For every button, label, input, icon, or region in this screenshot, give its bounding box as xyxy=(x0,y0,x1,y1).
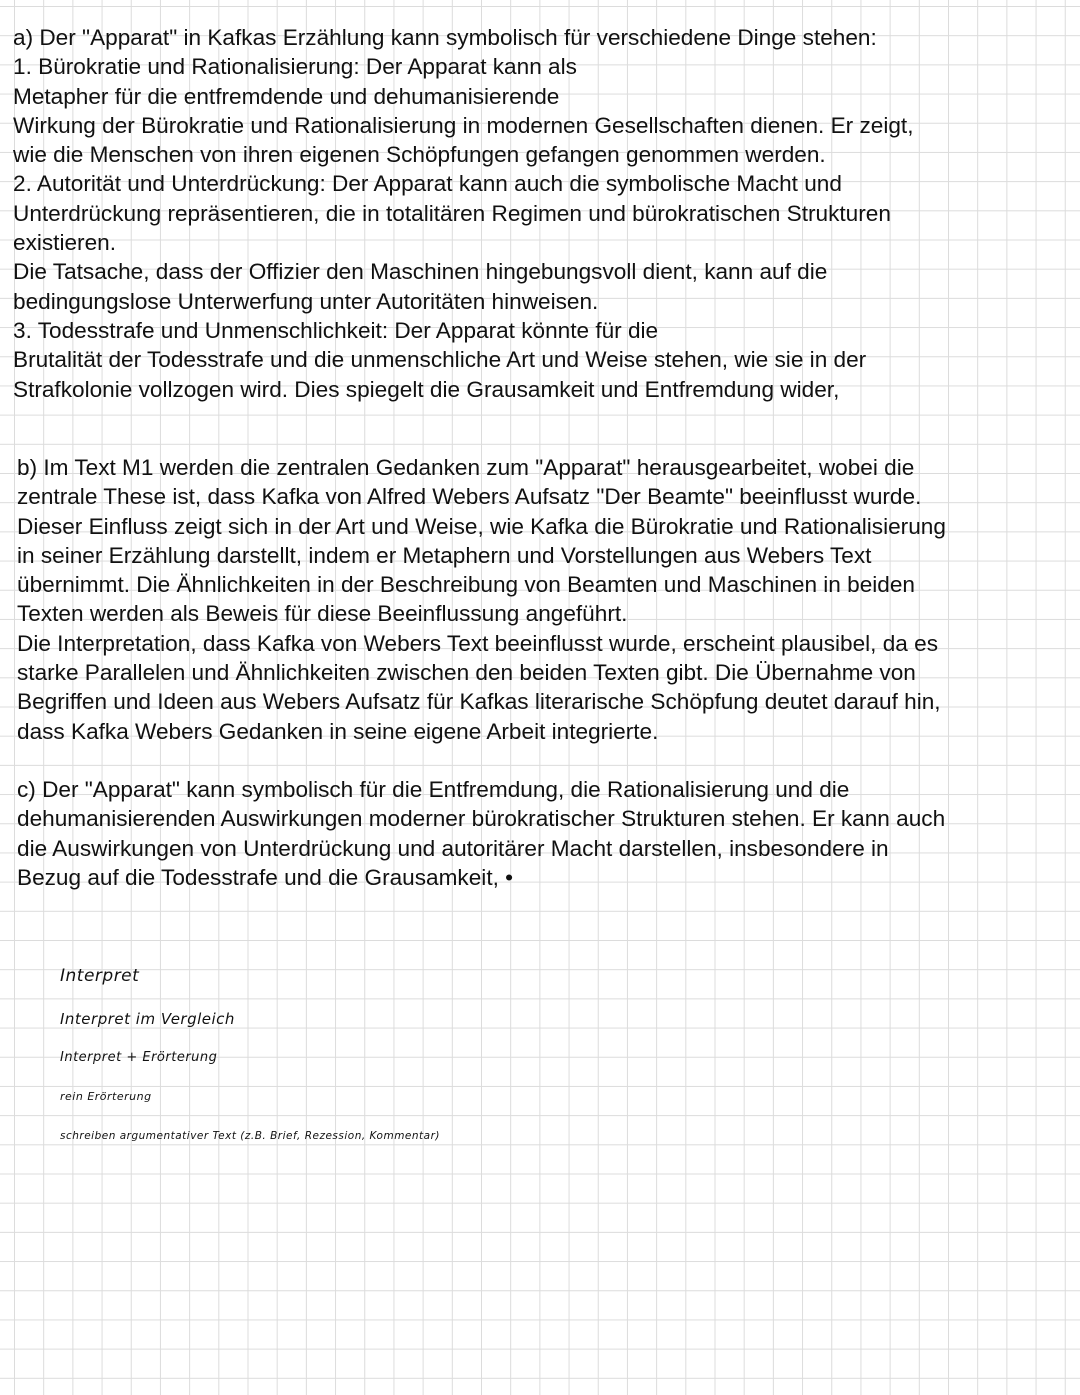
section-b-line: Dieser Einfluss zeigt sich in der Art und Weise, wie Kafka die Bürokratie und Rationalisierung xyxy=(17,513,946,539)
section-b-line: Die Interpretation, dass Kafka von Webers Text beeinflusst wurde, erscheint plausibel, da es xyxy=(17,630,938,656)
section-c-line: dehumanisierenden Auswirkungen moderner bürokratischer Strukturen stehen. Er kann auch xyxy=(17,806,946,832)
section-b-paragraph xyxy=(17,453,946,746)
handwritten-note: Interpret xyxy=(60,966,140,986)
section-c-line: c) Der "Apparat" kann symbolisch für die Entfremdung, die Rationalisierung und die xyxy=(17,777,850,802)
section-a-line: Wirkung der Bürokratie und Rationalisierung in modernen Gesellschaften dienen. Er zeigt, xyxy=(13,112,914,138)
handwritten-note: schreiben argumentativer Text (z.B. Brief, Rezession, Kommentar) xyxy=(60,1130,441,1142)
section-b-line: zentrale These ist, dass Kafka von Alfred Webers Aufsatz "Der Beamte" beeinflusst wurde. xyxy=(17,484,922,510)
section-a-line: wie die Menschen von ihren eigenen Schöpfungen gefangen genommen werden. xyxy=(13,142,826,168)
section-b-line: dass Kafka Webers Gedanken in seine eigene Arbeit integrierte. xyxy=(17,718,659,744)
section-b-line: übernimmt. Die Ähnlichkeiten in der Beschreibung von Beamten und Maschinen in beiden xyxy=(17,572,916,598)
section-a-line: 1. Bürokratie und Rationalisierung: Der Apparat kann als xyxy=(13,54,577,80)
section-a-paragraph xyxy=(13,23,913,404)
section-c-line: Bezug auf die Todesstrafe und die Grausamkeit, • xyxy=(17,864,514,890)
section-a-line: existieren. xyxy=(13,230,116,256)
section-a-line: Unterdrückung repräsentieren, die in totalitären Regimen und bürokratischen Strukturen xyxy=(13,200,891,226)
section-b-line: Begriffen und Ideen aus Webers Aufsatz für Kafkas literarische Schöpfung deutet darauf hin, xyxy=(17,689,941,715)
section-b-line: in seiner Erzählung darstellt, indem er Metaphern und Vorstellungen aus Webers Text xyxy=(17,542,872,568)
section-a-line: Die Tatsache, dass der Offizier den Maschinen hingebungsvoll dient, kann auf die xyxy=(13,259,828,285)
section-a-line: bedingungslose Unterwerfung unter Autoritäten hinweisen. xyxy=(13,288,599,314)
section-b-line: b) Im Text M1 werden die zentralen Gedanken zum "Apparat" herausgearbeitet, wobei die xyxy=(17,455,915,480)
handwritten-note: Interpret im Vergleich xyxy=(60,1010,235,1028)
section-a-line: a) Der "Apparat" in Kafkas Erzählung kann symbolisch für verschiedene Dinge stehen: xyxy=(13,25,877,50)
handwritten-note: Interpret + Erörterung xyxy=(60,1050,218,1065)
section-a-line: Strafkolonie vollzogen wird. Dies spiegelt die Grausamkeit und Entfremdung wider, xyxy=(13,376,840,402)
section-b-line: starke Parallelen und Ähnlichkeiten zwischen den beiden Texten gibt. Die Übernahme von xyxy=(17,660,916,686)
handwritten-note: rein Erörterung xyxy=(60,1090,152,1103)
section-a-line: 2. Autorität und Unterdrückung: Der Apparat kann auch die symbolische Macht und xyxy=(13,171,842,197)
section-c-line: die Auswirkungen von Unterdrückung und autoritärer Macht darstellen, insbesondere in xyxy=(17,835,889,861)
section-a-line: 3. Todesstrafe und Unmenschlichkeit: Der Apparat könnte für die xyxy=(13,317,659,343)
section-c-paragraph xyxy=(17,775,945,892)
section-a-line: Metapher für die entfremdende und dehumanisierende xyxy=(13,83,560,109)
section-a-line: Brutalität der Todesstrafe und die unmenschliche Art und Weise stehen, wie sie in der xyxy=(13,347,867,373)
section-b-line: Texten werden als Beweis für diese Beeinflussung angeführt. xyxy=(17,601,628,627)
